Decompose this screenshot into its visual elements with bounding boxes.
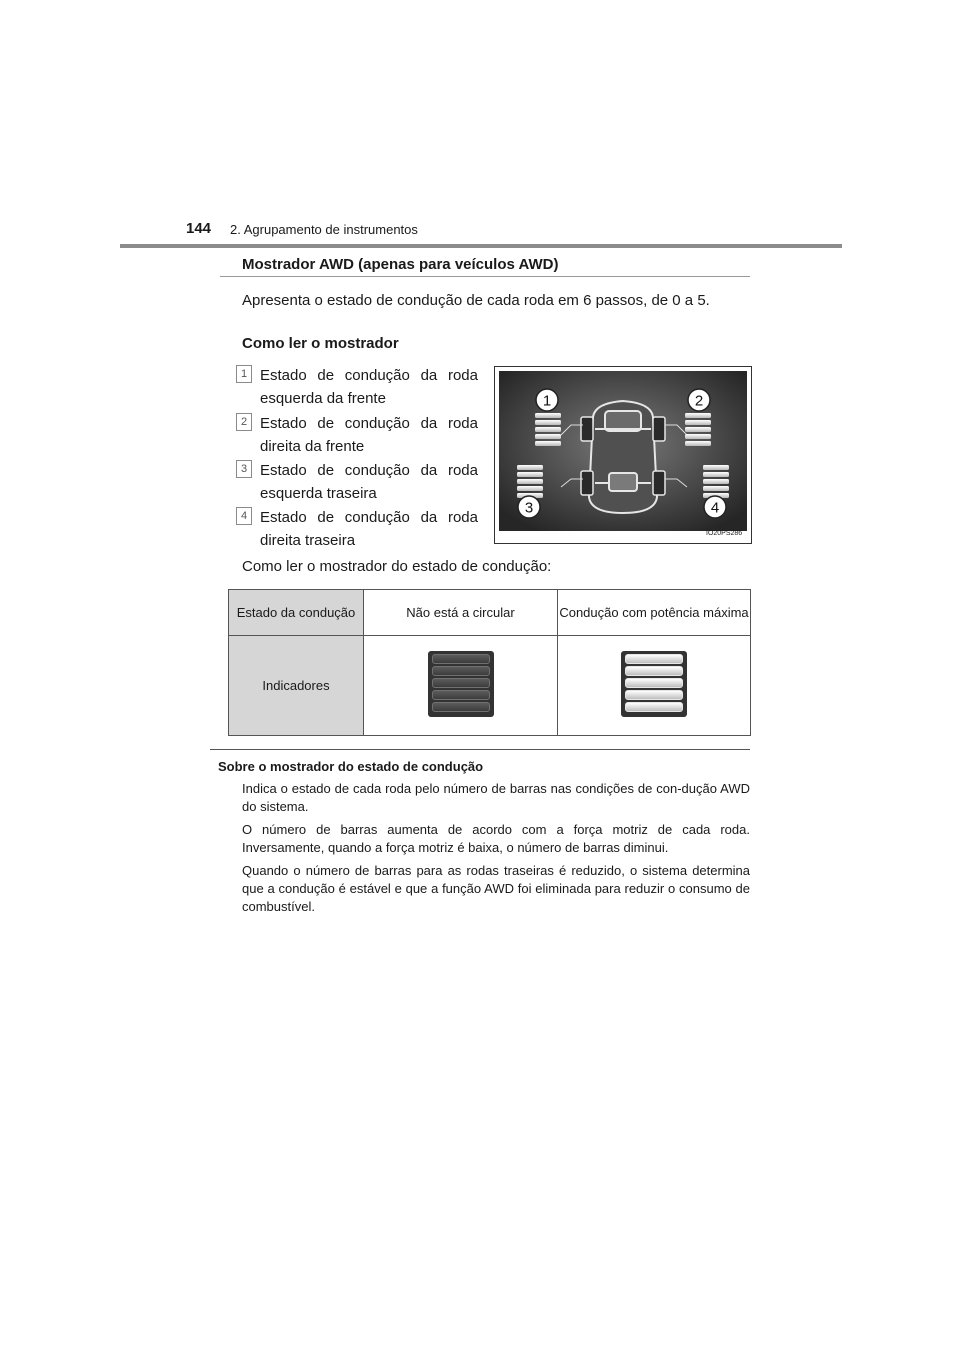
row-label-indicators: Indicadores — [229, 636, 364, 736]
svg-text:4: 4 — [710, 499, 720, 517]
bar-stack-front-left — [535, 413, 561, 446]
indicator-cell-max-power — [558, 636, 751, 736]
vehicle-icon — [589, 401, 657, 513]
indicator-bar — [625, 678, 683, 688]
callout-1 — [536, 389, 558, 411]
indicator-bars-full — [621, 651, 687, 717]
svg-text:1: 1 — [542, 392, 552, 410]
callout-4 — [704, 496, 726, 518]
legend-text: Estado de condução da roda esquerda da frente — [260, 367, 478, 407]
indicator-bar — [432, 702, 490, 712]
header-rule — [120, 244, 842, 248]
bar-stack-rear-right — [703, 465, 729, 498]
awd-display-figure — [494, 366, 752, 544]
condition-intro: Como ler o mostrador do estado de condução: — [242, 558, 552, 575]
howto-title: Como ler o mostrador — [242, 335, 399, 352]
indicator-bar — [432, 654, 490, 664]
bar-stack-rear-left — [517, 465, 543, 498]
indicator-bar — [625, 690, 683, 700]
running-head: 2. Agrupamento de instrumentos — [230, 222, 418, 237]
legend-number: 1 — [236, 365, 252, 383]
legend-number: 2 — [236, 413, 252, 431]
legend-text: Estado de condução da roda direita da frente — [260, 415, 478, 455]
legend-number: 3 — [236, 460, 252, 478]
driving-status-table — [228, 589, 751, 736]
callout-2 — [688, 389, 710, 411]
section-bottom-rule — [210, 749, 750, 750]
about-paragraph-2: O número de barras aumenta de acordo com a força motriz de cada roda. Inversamente, quando a força motriz é baixa, o número de barras diminui. — [242, 822, 750, 855]
figure-code: IO20PS286 — [706, 530, 743, 537]
about-paragraph-1: Indica o estado de cada roda pelo número de barras nas condições de con-dução AWD do sistema. — [242, 781, 750, 814]
page-number: 144 — [186, 220, 212, 237]
svg-text:2: 2 — [694, 392, 704, 410]
about-paragraph-3: Quando o número de barras para as rodas traseiras é reduzido, o sistema determina que a condução é estável e que a função AWD foi eliminada para reduzir o consumo de combustível. — [242, 863, 750, 914]
indicator-bar — [432, 678, 490, 688]
header-cell-status: Estado da condução — [229, 590, 364, 636]
intro-paragraph: Apresenta o estado de condução de cada roda em 6 passos, de 0 a 5. — [242, 292, 710, 309]
callout-3 — [518, 496, 540, 518]
legend-number: 4 — [236, 507, 252, 525]
indicator-bar — [432, 666, 490, 676]
svg-text:3: 3 — [524, 499, 534, 517]
about-title: Sobre o mostrador do estado de condução — [218, 759, 484, 774]
header-cell-not-moving: Não está a circular — [364, 590, 558, 636]
legend-text: Estado de condução da roda direita traseira — [260, 509, 478, 549]
indicator-bar — [625, 666, 683, 676]
section-title: Mostrador AWD (apenas para veículos AWD) — [242, 256, 559, 273]
indicator-bars-empty — [428, 651, 494, 717]
section-rule — [220, 276, 750, 277]
indicator-cell-not-moving — [364, 636, 558, 736]
legend-text: Estado de condução da roda esquerda traseira — [260, 462, 478, 502]
indicator-bar — [625, 702, 683, 712]
table-row-indicators — [229, 636, 751, 736]
indicator-bar — [625, 654, 683, 664]
awd-display-illustration — [495, 367, 751, 543]
header-cell-max-power: Condução com potência máxima — [558, 590, 751, 636]
bar-stack-front-right — [685, 413, 711, 446]
indicator-bar — [432, 690, 490, 700]
table-header-row — [229, 590, 751, 636]
